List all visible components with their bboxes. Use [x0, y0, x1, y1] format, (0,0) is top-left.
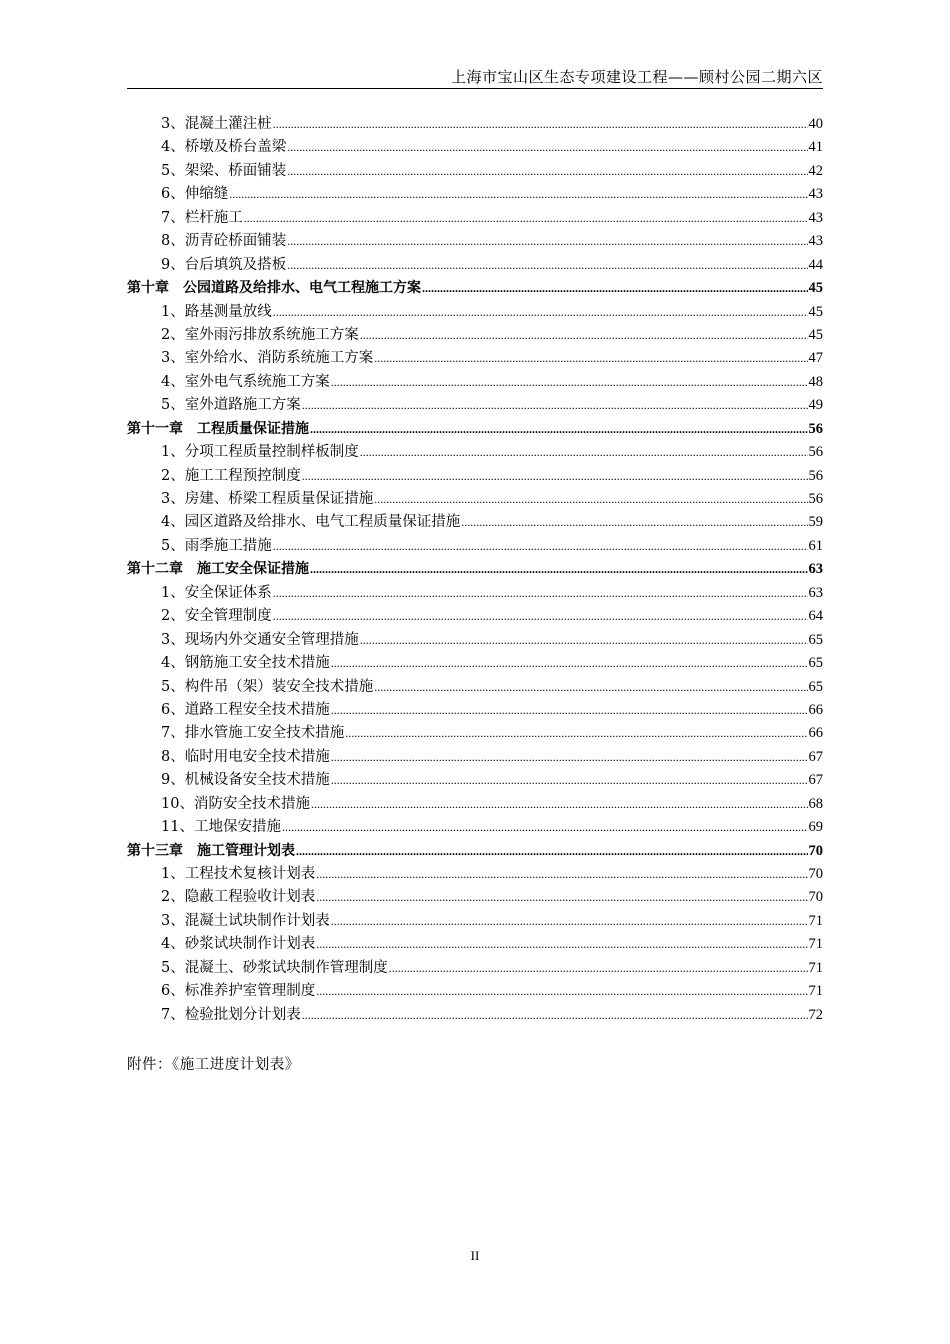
toc-chapter-entry[interactable] [127, 558, 823, 581]
toc-entry-title: 4、砂浆试块制作计划表 [161, 936, 316, 953]
toc-entry-title: 3、混凝土试块制作计划表 [161, 912, 330, 929]
toc-dot-leader [273, 535, 808, 558]
toc-entry-title: 5、室外道路施工方案 [161, 397, 301, 414]
toc-section-entry[interactable] [127, 347, 823, 370]
toc-section-entry[interactable] [127, 910, 823, 933]
toc-section-entry[interactable] [127, 957, 823, 980]
toc-entry-title: 1、分项工程质量控制样板制度 [161, 444, 359, 461]
toc-dot-leader [316, 863, 807, 886]
toc-entry-title: 4、桥墩及桥台盖梁 [161, 139, 287, 156]
toc-entry-page: 71 [808, 912, 823, 929]
toc-entry-page: 63 [808, 561, 823, 578]
toc-dot-leader [287, 254, 807, 277]
toc-entry-page: 56 [808, 444, 823, 461]
toc-entry-title: 7、栏杆施工 [161, 209, 243, 226]
toc-dot-leader [316, 886, 807, 909]
toc-entry-page: 67 [808, 772, 823, 789]
toc-entry-title: 8、临时用电安全技术措施 [161, 748, 330, 765]
toc-entry-title: 5、构件吊（架）装安全技术措施 [161, 678, 374, 695]
toc-entry-title: 3、现场内外交通安全管理措施 [161, 631, 359, 648]
toc-entry-title: 6、标准养护室管理制度 [161, 983, 316, 1000]
toc-entry-title: 第十章 公园道路及给排水、电气工程施工方案 [127, 280, 421, 297]
toc-section-entry[interactable] [127, 652, 823, 675]
toc-entry-title: 5、混凝土、砂浆试块制作管理制度 [161, 959, 388, 976]
toc-section-entry[interactable] [127, 136, 823, 159]
toc-section-entry[interactable] [127, 629, 823, 652]
toc-entry-page: 72 [808, 1006, 823, 1023]
toc-entry-page: 64 [808, 608, 823, 625]
toc-entry-title: 3、房建、桥梁工程质量保证措施 [161, 491, 374, 507]
toc-dot-leader [310, 418, 808, 441]
toc-entry-page: 59 [808, 514, 823, 531]
toc-entry-title: 9、台后填筑及搭板 [161, 256, 287, 273]
toc-dot-leader [331, 769, 808, 792]
toc-entry-title: 9、机械设备安全技术措施 [161, 772, 330, 789]
toc-section-entry[interactable] [127, 324, 823, 347]
toc-dot-leader [331, 371, 808, 394]
toc-dot-leader [310, 558, 808, 581]
toc-dot-leader [302, 465, 808, 488]
toc-chapter-entry[interactable] [127, 840, 823, 863]
toc-section-entry[interactable] [127, 207, 823, 230]
toc-entry-title: 1、路基测量放线 [161, 303, 272, 320]
running-header: 上海市宝山区生态专项建设工程——顾村公园二期六区 [127, 66, 823, 89]
toc-section-entry[interactable] [127, 301, 823, 324]
toc-dot-leader [374, 488, 807, 511]
toc-section-entry[interactable] [127, 511, 823, 534]
toc-dot-leader [360, 629, 808, 652]
toc-entry-page: 43 [808, 233, 823, 250]
toc-dot-leader [374, 347, 807, 370]
toc-entry-page: 56 [808, 467, 823, 484]
toc-section-entry[interactable] [127, 230, 823, 253]
page-number: II [470, 1248, 480, 1263]
toc-entry-page: 43 [808, 209, 823, 226]
toc-dot-leader [316, 980, 807, 1003]
toc-dot-leader [345, 722, 807, 745]
toc-entry-page: 65 [808, 655, 823, 672]
toc-section-entry[interactable] [127, 699, 823, 722]
toc-entry-page: 47 [808, 350, 823, 367]
toc-dot-leader [360, 441, 808, 464]
toc-section-entry[interactable] [127, 394, 823, 417]
toc-chapter-entry[interactable] [127, 277, 823, 300]
toc-entry-page: 56 [808, 491, 823, 507]
toc-dot-leader [229, 183, 807, 206]
toc-entry-page: 44 [808, 256, 823, 273]
toc-section-entry[interactable] [127, 793, 823, 816]
table-of-contents [127, 113, 823, 1027]
toc-entry-title: 8、沥青砼桥面铺装 [161, 233, 287, 250]
toc-entry-page: 67 [808, 748, 823, 765]
toc-dot-leader [273, 301, 808, 324]
toc-entry-page: 69 [808, 819, 823, 836]
toc-dot-leader [273, 113, 808, 136]
toc-entry-title: 4、室外电气系统施工方案 [161, 373, 330, 390]
toc-entry-title: 7、排水管施工安全技术措施 [161, 725, 345, 742]
toc-section-entry[interactable] [127, 816, 823, 839]
toc-section-entry[interactable] [127, 933, 823, 956]
toc-entry-title: 10、消防安全技术措施 [161, 795, 310, 812]
toc-section-entry[interactable] [127, 863, 823, 886]
attachment-note: 附件：《施工进度计划表》 [127, 1057, 300, 1073]
toc-dot-leader [244, 207, 808, 230]
toc-entry-page: 70 [808, 842, 823, 859]
toc-entry-page: 71 [808, 936, 823, 953]
toc-entry-title: 4、钢筋施工安全技术措施 [161, 655, 330, 672]
toc-section-entry[interactable] [127, 886, 823, 909]
toc-dot-leader [316, 933, 807, 956]
toc-section-entry[interactable] [127, 465, 823, 488]
toc-entry-title: 7、检验批划分计划表 [161, 1006, 301, 1023]
toc-dot-leader [296, 840, 808, 863]
toc-entry-title: 4、园区道路及给排水、电气工程质量保证措施 [161, 514, 461, 531]
toc-entry-title: 2、隐蔽工程验收计划表 [161, 889, 316, 906]
toc-dot-leader [287, 136, 807, 159]
toc-dot-leader [302, 1004, 808, 1027]
toc-entry-title: 1、安全保证体系 [161, 584, 272, 601]
toc-entry-page: 40 [808, 116, 823, 132]
toc-dot-leader [331, 699, 808, 722]
toc-entry-title: 第十二章 施工安全保证措施 [127, 561, 309, 578]
toc-entry-title: 6、道路工程安全技术措施 [161, 701, 330, 718]
toc-chapter-entry[interactable] [127, 418, 823, 441]
toc-entry-page: 48 [808, 373, 823, 390]
toc-entry-page: 70 [808, 866, 823, 882]
toc-section-entry[interactable] [127, 254, 823, 277]
toc-section-entry[interactable] [127, 488, 823, 511]
toc-dot-leader [360, 324, 808, 347]
toc-dot-leader [374, 676, 807, 699]
toc-entry-title: 2、室外雨污排放系统施工方案 [161, 326, 359, 343]
toc-entry-title: 6、伸缩缝 [161, 186, 229, 203]
toc-entry-title: 第十一章 工程质量保证措施 [127, 420, 309, 437]
toc-entry-title: 3、室外给水、消防系统施工方案 [161, 350, 374, 367]
toc-entry-title: 2、施工工程预控制度 [161, 467, 301, 484]
toc-entry-title: 1、工程技术复核计划表 [161, 866, 316, 882]
toc-dot-leader [331, 652, 808, 675]
toc-section-entry[interactable] [127, 676, 823, 699]
toc-dot-leader [282, 816, 808, 839]
toc-section-entry[interactable] [127, 769, 823, 792]
toc-dot-leader [287, 160, 807, 183]
toc-section-entry[interactable] [127, 1004, 823, 1027]
toc-entry-page: 70 [808, 889, 823, 906]
toc-entry-page: 41 [808, 139, 823, 156]
toc-dot-leader [422, 277, 808, 300]
toc-dot-leader [287, 230, 807, 253]
toc-entry-page: 45 [808, 280, 823, 297]
toc-section-entry[interactable] [127, 441, 823, 464]
toc-section-entry[interactable] [127, 582, 823, 605]
toc-entry-title: 第十三章 施工管理计划表 [127, 842, 295, 859]
toc-section-entry[interactable] [127, 183, 823, 206]
toc-section-entry[interactable] [127, 113, 823, 136]
toc-entry-page: 43 [808, 186, 823, 203]
toc-entry-page: 61 [808, 537, 823, 554]
toc-entry-page: 65 [808, 678, 823, 695]
toc-dot-leader [273, 605, 808, 628]
toc-section-entry[interactable] [127, 980, 823, 1003]
toc-entry-title: 11、工地保安措施 [161, 819, 281, 836]
toc-dot-leader [389, 957, 808, 980]
toc-dot-leader [311, 793, 808, 816]
toc-entry-page: 68 [808, 795, 823, 812]
toc-dot-leader [302, 394, 808, 417]
toc-entry-page: 45 [808, 326, 823, 343]
toc-dot-leader [331, 910, 808, 933]
toc-dot-leader [331, 746, 808, 769]
toc-entry-page: 56 [808, 420, 823, 437]
toc-entry-page: 63 [808, 584, 823, 601]
toc-section-entry[interactable] [127, 371, 823, 394]
toc-dot-leader [461, 511, 807, 534]
toc-section-entry[interactable] [127, 535, 823, 558]
toc-entry-page: 45 [808, 303, 823, 320]
toc-entry-title: 3、混凝土灌注桩 [161, 116, 272, 132]
toc-entry-page: 71 [808, 959, 823, 976]
toc-section-entry[interactable] [127, 160, 823, 183]
toc-section-entry[interactable] [127, 605, 823, 628]
toc-entry-title: 2、安全管理制度 [161, 608, 272, 625]
toc-dot-leader [273, 582, 808, 605]
toc-section-entry[interactable] [127, 722, 823, 745]
toc-entry-page: 66 [808, 725, 823, 742]
toc-entry-page: 65 [808, 631, 823, 648]
toc-entry-page: 71 [808, 983, 823, 1000]
toc-entry-page: 42 [808, 162, 823, 179]
toc-entry-page: 49 [808, 397, 823, 414]
toc-section-entry[interactable] [127, 746, 823, 769]
toc-entry-page: 66 [808, 701, 823, 718]
toc-entry-title: 5、架梁、桥面铺装 [161, 162, 287, 179]
toc-entry-title: 5、雨季施工措施 [161, 537, 272, 554]
